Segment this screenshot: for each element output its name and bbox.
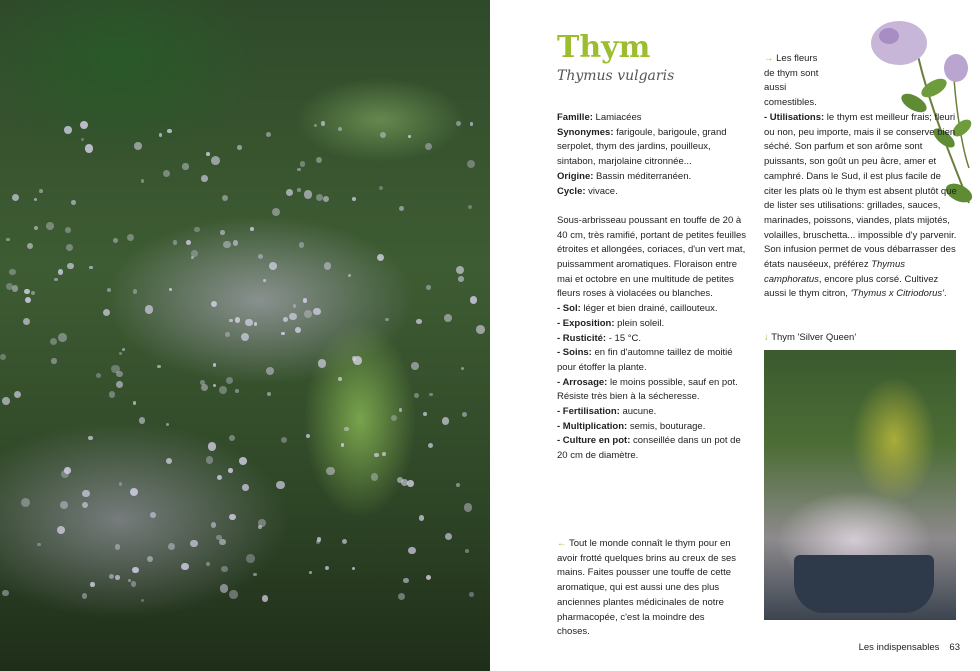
flowers-caption: → Les fleurs de thym sont aussi comestibles. bbox=[764, 53, 819, 109]
flower-speck bbox=[342, 539, 347, 544]
flower-speck bbox=[289, 313, 297, 321]
flower-speck bbox=[147, 556, 154, 563]
flower-speck bbox=[201, 384, 208, 391]
plant-pot bbox=[794, 555, 934, 613]
silver-queen-photo bbox=[764, 350, 956, 620]
flower-speck bbox=[23, 318, 30, 325]
flower-speck bbox=[313, 308, 321, 316]
flower-speck bbox=[306, 434, 310, 438]
flower-speck bbox=[2, 590, 9, 597]
flower-speck bbox=[208, 442, 217, 451]
flower-speck bbox=[407, 480, 413, 486]
flower-speck bbox=[89, 266, 92, 269]
flower-speck bbox=[9, 269, 16, 276]
flower-speck bbox=[295, 327, 301, 333]
flower-speck bbox=[116, 381, 123, 388]
flower-speck bbox=[12, 285, 18, 291]
flower-speck bbox=[220, 230, 224, 234]
flower-speck bbox=[426, 285, 430, 289]
flower-speck bbox=[226, 377, 233, 384]
flower-speck bbox=[229, 590, 237, 598]
flower-speck bbox=[425, 143, 432, 150]
flower-speck bbox=[444, 314, 452, 322]
flower-speck bbox=[141, 179, 145, 183]
flower-speck bbox=[266, 367, 274, 375]
flower-speck bbox=[380, 132, 386, 138]
flower-speck bbox=[221, 566, 228, 573]
flower-speck bbox=[469, 592, 474, 597]
flower-speck bbox=[316, 540, 320, 544]
flower-speck bbox=[145, 305, 153, 313]
flower-speck bbox=[66, 244, 73, 251]
flower-speck bbox=[109, 574, 114, 579]
flower-speck bbox=[157, 365, 160, 368]
flower-speck bbox=[426, 575, 431, 580]
flower-speck bbox=[139, 417, 145, 423]
flower-speck bbox=[374, 453, 378, 457]
flower-speck bbox=[141, 599, 144, 602]
flower-speck bbox=[225, 332, 230, 337]
flower-speck bbox=[414, 393, 419, 398]
flower-speck bbox=[352, 567, 355, 570]
flower-speck bbox=[223, 241, 231, 249]
flower-speck bbox=[403, 578, 408, 583]
flower-speck bbox=[107, 288, 111, 292]
flower-speck bbox=[428, 443, 433, 448]
flower-speck bbox=[213, 384, 216, 387]
flower-speck bbox=[281, 332, 285, 336]
flower-speck bbox=[200, 380, 204, 384]
flower-speck bbox=[211, 301, 217, 307]
description: Sous-arbrisseau poussant en touffe de 20 à 40 cm, très ramifié, portant de petites feuilles étroites et allongées, coriaces, d'un vert mat, puissamment aromatiques. Floraison entre mai et octobre en une multitude de petites fleurs roses à violacées ou blanches. bbox=[557, 214, 747, 300]
flower-speck bbox=[408, 547, 416, 555]
flower-speck bbox=[246, 554, 255, 563]
flower-speck bbox=[235, 389, 239, 393]
fact-famille: Famille: Lamiacées bbox=[557, 112, 642, 123]
flower-speck bbox=[442, 417, 450, 425]
flower-speck bbox=[81, 138, 84, 141]
flower-speck bbox=[229, 514, 235, 520]
flower-speck bbox=[21, 498, 30, 507]
flower-speck bbox=[229, 435, 235, 441]
flower-speck bbox=[233, 240, 238, 245]
flower-speck bbox=[186, 240, 191, 245]
flower-speck bbox=[262, 595, 269, 602]
flower-speck bbox=[321, 121, 325, 125]
section-name: Les indispensables bbox=[858, 642, 940, 653]
uses-column bbox=[764, 111, 960, 302]
flower-speck bbox=[276, 481, 284, 489]
flower-speck bbox=[456, 266, 464, 274]
flower-speck bbox=[201, 175, 207, 181]
flower-speck bbox=[127, 234, 134, 241]
flower-speck bbox=[326, 467, 334, 475]
flower-speck bbox=[181, 563, 189, 571]
flower-speck bbox=[461, 367, 464, 370]
flower-speck bbox=[416, 319, 421, 324]
flower-speck bbox=[399, 206, 404, 211]
flower-speck bbox=[382, 452, 386, 456]
flower-speck bbox=[168, 543, 175, 550]
flower-speck bbox=[159, 133, 162, 136]
silver-queen-caption: ↓ Thym 'Silver Queen' bbox=[764, 332, 857, 343]
flower-speck bbox=[64, 126, 71, 133]
flower-speck bbox=[286, 189, 293, 196]
flower-speck bbox=[304, 190, 312, 198]
flower-speck bbox=[82, 490, 90, 498]
care-culture-pot: - Culture en pot: conseillée dans un pot de 20 cm de diamètre. bbox=[557, 435, 741, 462]
flower-speck bbox=[258, 254, 263, 259]
care-rusticite: - Rusticité: - 15 °C. bbox=[557, 332, 642, 344]
flower-speck bbox=[37, 543, 40, 546]
flower-speck bbox=[34, 198, 38, 202]
flower-speck bbox=[216, 535, 222, 541]
flower-speck bbox=[318, 359, 326, 367]
flower-speck bbox=[2, 397, 10, 405]
flower-speck bbox=[220, 584, 228, 592]
flower-speck bbox=[25, 297, 31, 303]
flower-speck bbox=[167, 129, 172, 134]
flower-speck bbox=[150, 512, 156, 518]
fact-cycle: Cycle: vivace. bbox=[557, 185, 618, 197]
flower-speck bbox=[456, 121, 461, 126]
flower-speck bbox=[64, 467, 71, 474]
uses-text: - Utilisations: le thym est meilleur frais; fleuri ou non, peu importe, mais il se conserve bien séché. Son parfum et son arôme sont puissants, son goût un peu âcre, amer et camphré. Dans le Sud, il est plus facile de citer les plats où le thym est absent plutôt que de lister ses utilisations: grillades, sauces, marinades, poissons, viandes, plats mijotés, volailles, bruschetta... impossible d'y parvenir. Son infusion permet de vous débarrasser des états nauséeux, préférez Thymus camphoratus, encore plus corsé. Cultivez aussi le thym citron, 'Thymus x Citriodorus'. bbox=[764, 112, 957, 300]
flower-speck bbox=[57, 526, 65, 534]
flower-speck bbox=[242, 484, 248, 490]
flower-speck bbox=[163, 170, 170, 177]
flower-speck bbox=[470, 296, 477, 303]
flower-speck bbox=[194, 227, 199, 232]
flower-speck bbox=[338, 377, 342, 381]
flower-speck bbox=[191, 250, 198, 257]
flower-speck bbox=[293, 304, 297, 308]
flower-speck bbox=[24, 289, 29, 294]
flower-speck bbox=[269, 262, 277, 270]
arrow-left-icon: ← bbox=[557, 538, 567, 549]
flower-speck bbox=[12, 194, 19, 201]
care-fertilisation: - Fertilisation: aucune. bbox=[557, 406, 657, 418]
flower-speck bbox=[419, 515, 424, 520]
fact-synonymes: Synonymes: farigoule, barigoule, grand serpolet, thym des jardins, pouilleux, sintabon, marjolaine citronnée... bbox=[557, 126, 727, 168]
flower-speck bbox=[191, 256, 194, 259]
flower-speck bbox=[266, 132, 271, 137]
page-title: Thym bbox=[557, 30, 651, 65]
flower-speck bbox=[173, 240, 177, 244]
flower-speck bbox=[34, 226, 38, 230]
flower-speck bbox=[283, 317, 288, 322]
flower-speck bbox=[54, 278, 58, 282]
flower-speck bbox=[303, 298, 308, 303]
flower-speck bbox=[169, 288, 172, 291]
flower-speck bbox=[96, 373, 101, 378]
flower-speck bbox=[338, 127, 342, 131]
flower-speck bbox=[250, 227, 254, 231]
flower-speck bbox=[217, 475, 222, 480]
flower-speck bbox=[385, 318, 389, 322]
flower-speck bbox=[182, 163, 188, 169]
flower-speck bbox=[239, 457, 247, 465]
intro-caption: ← Tout le monde connaît le thym pour en avoir frotté quelques brins au creux de ses mains. Faites pousser une touffe de cette aromatique, qui est aussi une des plus anciennes plantes médicinales de notre pharmacopée, c'est la moindre des choses. bbox=[557, 538, 737, 638]
flower-speck bbox=[122, 348, 126, 352]
flower-speck bbox=[470, 122, 474, 126]
flower-speck bbox=[228, 468, 233, 473]
fact-origine: Origine: Bassin méditerranéen. bbox=[557, 170, 692, 182]
flower-speck bbox=[445, 533, 452, 540]
flower-speck bbox=[476, 325, 485, 334]
flower-speck bbox=[222, 195, 228, 201]
flower-speck bbox=[245, 319, 253, 327]
flower-speck bbox=[133, 289, 138, 294]
flower-speck bbox=[211, 522, 217, 528]
flower-speck bbox=[391, 415, 397, 421]
flower-speck bbox=[109, 391, 116, 398]
flower-speck bbox=[398, 593, 406, 601]
flower-speck bbox=[46, 222, 54, 230]
flower-speck bbox=[71, 200, 76, 205]
flower-speck bbox=[6, 238, 10, 242]
flower-speck bbox=[267, 392, 271, 396]
flower-speck bbox=[31, 291, 35, 295]
flower-speck bbox=[14, 391, 21, 398]
flower-speck bbox=[467, 160, 475, 168]
flower-speck bbox=[82, 593, 88, 599]
flower-speck bbox=[90, 582, 94, 586]
flower-speck bbox=[190, 540, 197, 547]
care-multiplication: - Multiplication: semis, bouturage. bbox=[557, 420, 706, 432]
flower-speck bbox=[299, 242, 305, 248]
flower-speck bbox=[103, 309, 110, 316]
flower-speck bbox=[344, 427, 349, 432]
text-page bbox=[490, 0, 980, 671]
flower-speck bbox=[130, 488, 138, 496]
flower-speck bbox=[281, 437, 287, 443]
flower-speck bbox=[254, 322, 258, 326]
flower-speck bbox=[465, 549, 469, 553]
flower-speck bbox=[206, 456, 214, 464]
flower-speck bbox=[456, 483, 460, 487]
flower-speck bbox=[429, 393, 433, 397]
arrow-right-icon: → bbox=[764, 53, 774, 64]
care-arrosage: - Arrosage: le moins possible, sauf en pot. Résiste très bien à la sécheresse. bbox=[557, 376, 738, 403]
flower-speck bbox=[213, 363, 216, 366]
flower-speck bbox=[324, 262, 332, 270]
flower-speck bbox=[219, 386, 227, 394]
page-footer bbox=[859, 642, 960, 653]
flower-speck bbox=[316, 157, 322, 163]
flower-speck bbox=[131, 581, 137, 587]
flower-speck bbox=[111, 365, 120, 374]
flower-speck bbox=[229, 319, 232, 322]
care-sol: - Sol: léger et bien drainé, caillouteux. bbox=[557, 303, 718, 315]
flower-speck bbox=[468, 205, 472, 209]
flower-speck bbox=[464, 503, 473, 512]
page-number: 63 bbox=[949, 642, 960, 653]
flower-speck bbox=[314, 124, 317, 127]
flower-speck bbox=[166, 458, 172, 464]
flower-speck bbox=[462, 412, 467, 417]
flower-speck bbox=[399, 408, 402, 411]
flower-speck bbox=[211, 156, 220, 165]
flower-speck bbox=[206, 562, 210, 566]
flower-speck bbox=[371, 473, 378, 480]
flower-speck bbox=[353, 356, 362, 365]
flower-speck bbox=[113, 238, 118, 243]
flower-speck bbox=[348, 274, 351, 277]
flower-speck bbox=[115, 575, 119, 579]
care-exposition: - Exposition: plein soleil. bbox=[557, 317, 665, 329]
flower-speck bbox=[235, 317, 241, 323]
flower-speck bbox=[0, 354, 6, 360]
flower-speck bbox=[134, 142, 142, 150]
care-soins: - Soins: en fin d'automne taillez de moitié pour étoffer la plante. bbox=[557, 347, 733, 373]
flower-speck bbox=[341, 443, 344, 446]
flower-speck bbox=[39, 189, 43, 193]
flower-speck bbox=[206, 152, 210, 156]
flower-speck bbox=[133, 401, 137, 405]
flower-speck bbox=[411, 362, 419, 370]
flower-speck bbox=[304, 310, 312, 318]
flower-speck bbox=[27, 243, 33, 249]
flower-speck bbox=[309, 571, 313, 575]
flower-speck bbox=[85, 144, 94, 153]
flower-speck bbox=[297, 188, 300, 191]
flower-speck bbox=[82, 502, 88, 508]
flower-speck bbox=[401, 479, 408, 486]
flower-speck bbox=[58, 269, 64, 275]
flower-speck bbox=[67, 263, 74, 270]
flower-speck bbox=[352, 197, 356, 201]
flower-speck bbox=[272, 208, 280, 216]
flower-speck bbox=[323, 196, 329, 202]
flower-speck bbox=[297, 168, 301, 172]
flower-speck bbox=[115, 544, 121, 550]
flower-speck bbox=[119, 352, 122, 355]
flower-speck bbox=[253, 573, 257, 577]
flower-speck bbox=[379, 186, 383, 190]
flower-speck bbox=[258, 525, 263, 530]
flower-speck bbox=[132, 567, 139, 574]
flower-speck bbox=[58, 333, 67, 342]
flower-speck bbox=[51, 358, 57, 364]
flower-speck bbox=[237, 145, 242, 150]
flower-speck bbox=[408, 135, 411, 138]
flower-speck bbox=[458, 276, 464, 282]
flower-speck bbox=[377, 254, 384, 261]
flower-speck bbox=[119, 482, 123, 486]
flower-speck bbox=[80, 121, 88, 129]
latin-name: Thymus vulgaris bbox=[557, 68, 675, 84]
flower-speck bbox=[88, 436, 92, 440]
facts-column bbox=[557, 111, 747, 464]
flower-speck bbox=[241, 333, 249, 341]
flower-speck bbox=[60, 501, 68, 509]
flower-speck bbox=[65, 227, 71, 233]
flower-speck bbox=[325, 566, 329, 570]
flower-speck bbox=[50, 338, 58, 346]
flower-speck bbox=[166, 423, 170, 427]
arrow-down-icon: ↓ bbox=[764, 332, 769, 343]
flower-speck bbox=[300, 161, 305, 166]
flower-speck bbox=[423, 412, 427, 416]
flower-speck bbox=[263, 279, 267, 283]
